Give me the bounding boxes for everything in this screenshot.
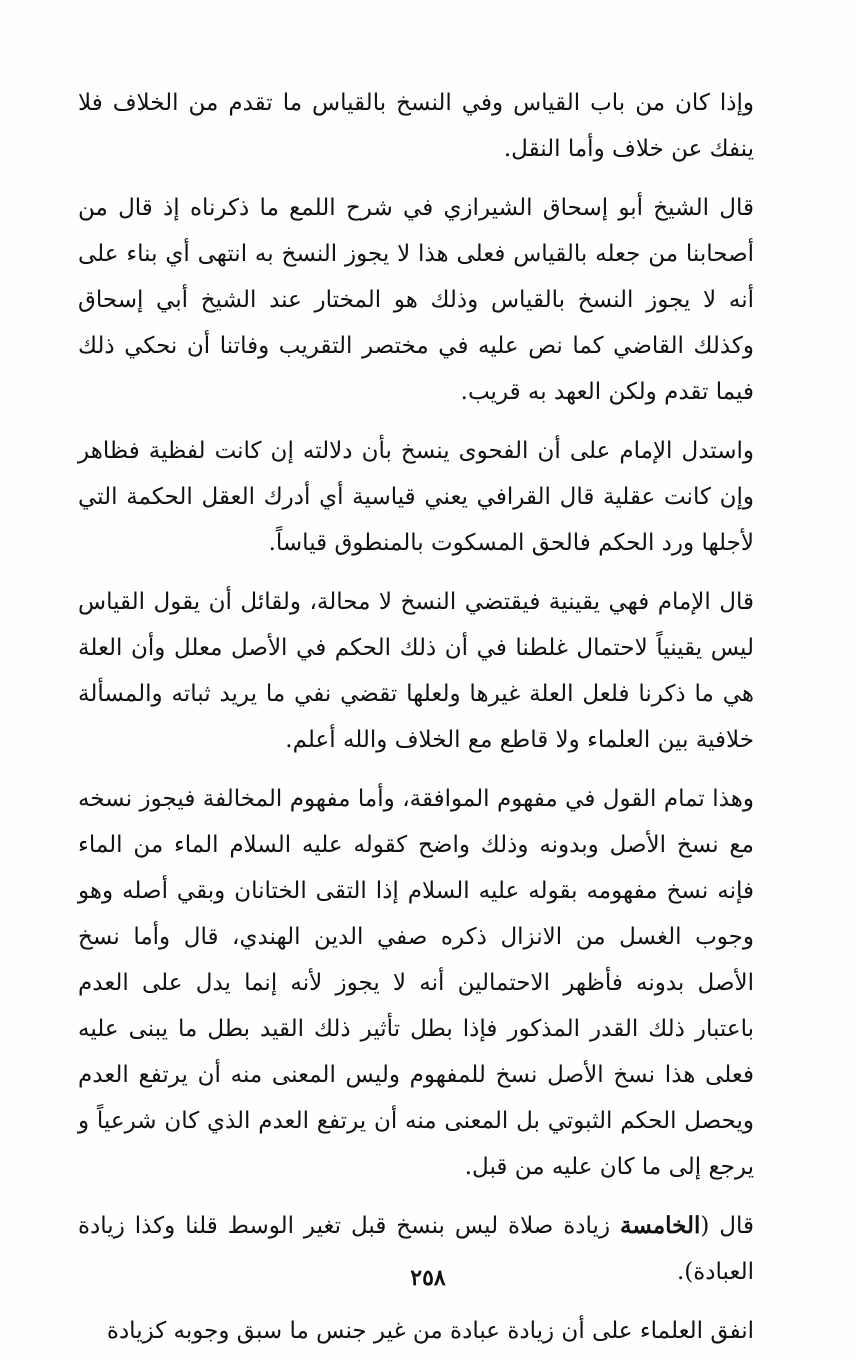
paragraph-last: انفق العلماء على أن زيادة عبادة من غير جنس ما سبق وجوبه كزيادة	[106, 1318, 754, 1344]
page-number: ٢٥٨	[410, 1265, 446, 1291]
paragraph-4: قال الإمام فهي يقينية فيقتضي النسخ لا محالة، ولقائل أن يقول القياس ليس يقينياً لاحتمال غلطنا في أن ذلك الحكم في الأصل معلل وأن العلة هي ما ذكرنا فلعل العلة غيرها ولعلها تقضي نفي ما يريد ثباته والمسألة خلافية بين العلماء ولا قاطع مع الخلاف والله أعلم.	[78, 589, 754, 753]
khamisa-suffix: زيادة صلاة ليس بنسخ قبل تغير الوسط قلنا وكذا زيادة العبادة).	[78, 1213, 754, 1285]
paragraph-2: قال الشيخ أبو إسحاق الشيرازي في شرح اللمع ما ذكرناه إذ قال من أصحابنا من جعله بالقياس فعلى هذا لا يجوز النسخ به انتهى أي بناء على أنه لا يجوز النسخ بالقياس وذلك هو المختار عند الشيخ أبي إسحاق وكذلك القاضي كما نص عليه في مختصر التقريب وفاتنا أن نحكي ذلك فيما تقدم ولكن العهد به قريب.	[78, 195, 754, 405]
khamisa-prefix: قال (	[700, 1213, 755, 1239]
paragraph-3: واستدل الإمام على أن الفحوى ينسخ بأن دلالته إن كانت لفظية فظاهر وإن كانت عقلية قال القرافي يعني قياسية أي أدرك العقل الحكمة التي لأجلها ورد الحكم فالحق المسكوت بالمنطوق قياساً.	[78, 438, 754, 556]
page-body-text	[78, 80, 754, 1367]
khamisa-heading-word: الخامسة	[619, 1212, 701, 1239]
paragraph-1: وإذا كان من باب القياس وفي النسخ بالقياس ما تقدم من الخلاف فلا ينفك عن خلاف وأما النقل.	[78, 90, 754, 162]
paragraph-5: وهذا تمام القول في مفهوم الموافقة، وأما مفهوم المخالفة فيجوز نسخه مع نسخ الأصل وبدونه وذلك واضح كقوله عليه السلام الماء من الماء فإنه نسخ مفهومه بقوله عليه السلام إذا التقى الختانان وبقي أصله وهو وجوب الغسل من الانزال ذكره صفي الدين الهندي، قال وأما نسخ الأصل بدونه فأظهر الاحتمالين أنه لا يجوز لأنه إنما يدل على العدم باعتبار ذلك القدر المذكور فإذا بطل تأثير ذلك القيد بطل ما يبنى عليه فعلى هذا نسخ الأصل نسخ للمفهوم وليس المعنى منه أن يرتفع العدم ويحصل الحكم الثبوتي بل المعنى منه أن يرتفع العدم الذي كان شرعياً و يرجع إلى ما كان عليه من قبل.	[78, 786, 754, 1180]
